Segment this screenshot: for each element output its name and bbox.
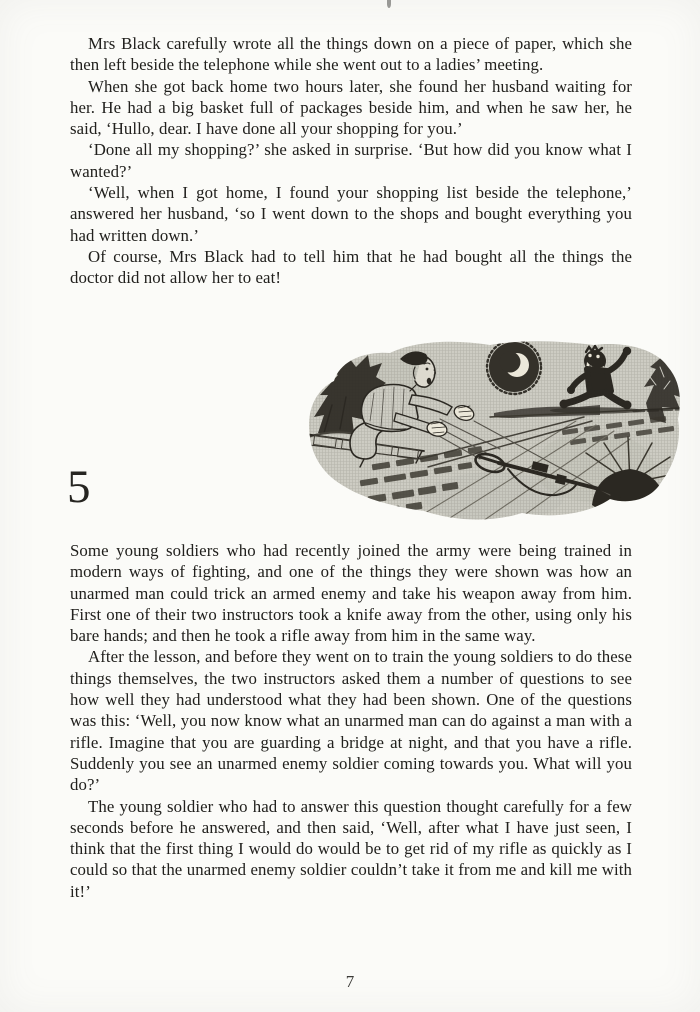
story-soldiers-section	[70, 540, 632, 902]
story-paragraph: When she got back home two hours later, she found her husband waiting for her. He had a big basket full of packages beside him, and when he saw her, he said, ‘Hullo, dear. I have done all your shopping for you.’	[70, 76, 632, 139]
story-paragraph: After the lesson, and before they went on to train the young soldiers to do these things themselves, the two instructors asked them a number of questions to see how well they had understood what they had been shown. One of the questions was this: ‘Well, you now know what an unarmed man can do against a man with a rifle. Imagine that you are guarding a bridge at night, and that you have a rifle. Suddenly you see an unarmed enemy soldier coming towards you. What will you do?’	[70, 647, 632, 795]
bridge-night-illustration	[294, 337, 686, 527]
story-mrs-black-section	[70, 33, 632, 289]
scan-blemish	[387, 0, 391, 8]
story-paragraph: Some young soldiers who had recently joined the army were being trained in modern ways of fighting, and one of the things they were shown was how an unarmed man could trick an armed enemy and take his weapon away from him. First one of their two instructors took a knife away from the other, using only his bare hands; and then he took a rifle away from him in the same way.	[70, 541, 632, 646]
story-paragraph: ‘Done all my shopping?’ she asked in surprise. ‘But how did you know what I wanted?’	[70, 140, 632, 181]
illustration-svg	[294, 337, 686, 527]
chapter-number: 5	[67, 461, 91, 513]
story-paragraph: ‘Well, when I got home, I found your shopping list beside the telephone,’ answered her husband, ‘so I went down to the shops and bought everything you had written down.’	[70, 183, 632, 245]
page-number: 7	[345, 972, 355, 991]
story-paragraph: Mrs Black carefully wrote all the things down on a piece of paper, which she then left beside the telephone while she went out to a ladies’ meeting.	[70, 34, 632, 75]
story-paragraph: Of course, Mrs Black had to tell him that he had bought all the things the doctor did not allow her to eat!	[70, 246, 632, 288]
story-paragraph: The young soldier who had to answer this question thought carefully for a few seconds before he answered, and then said, ‘Well, after what I have just seen, I think that the first thing I would do would be to get rid of my rifle as quickly as I could so that the unarmed enemy soldier couldn’t take it from me and kill me with it!’	[70, 796, 632, 901]
